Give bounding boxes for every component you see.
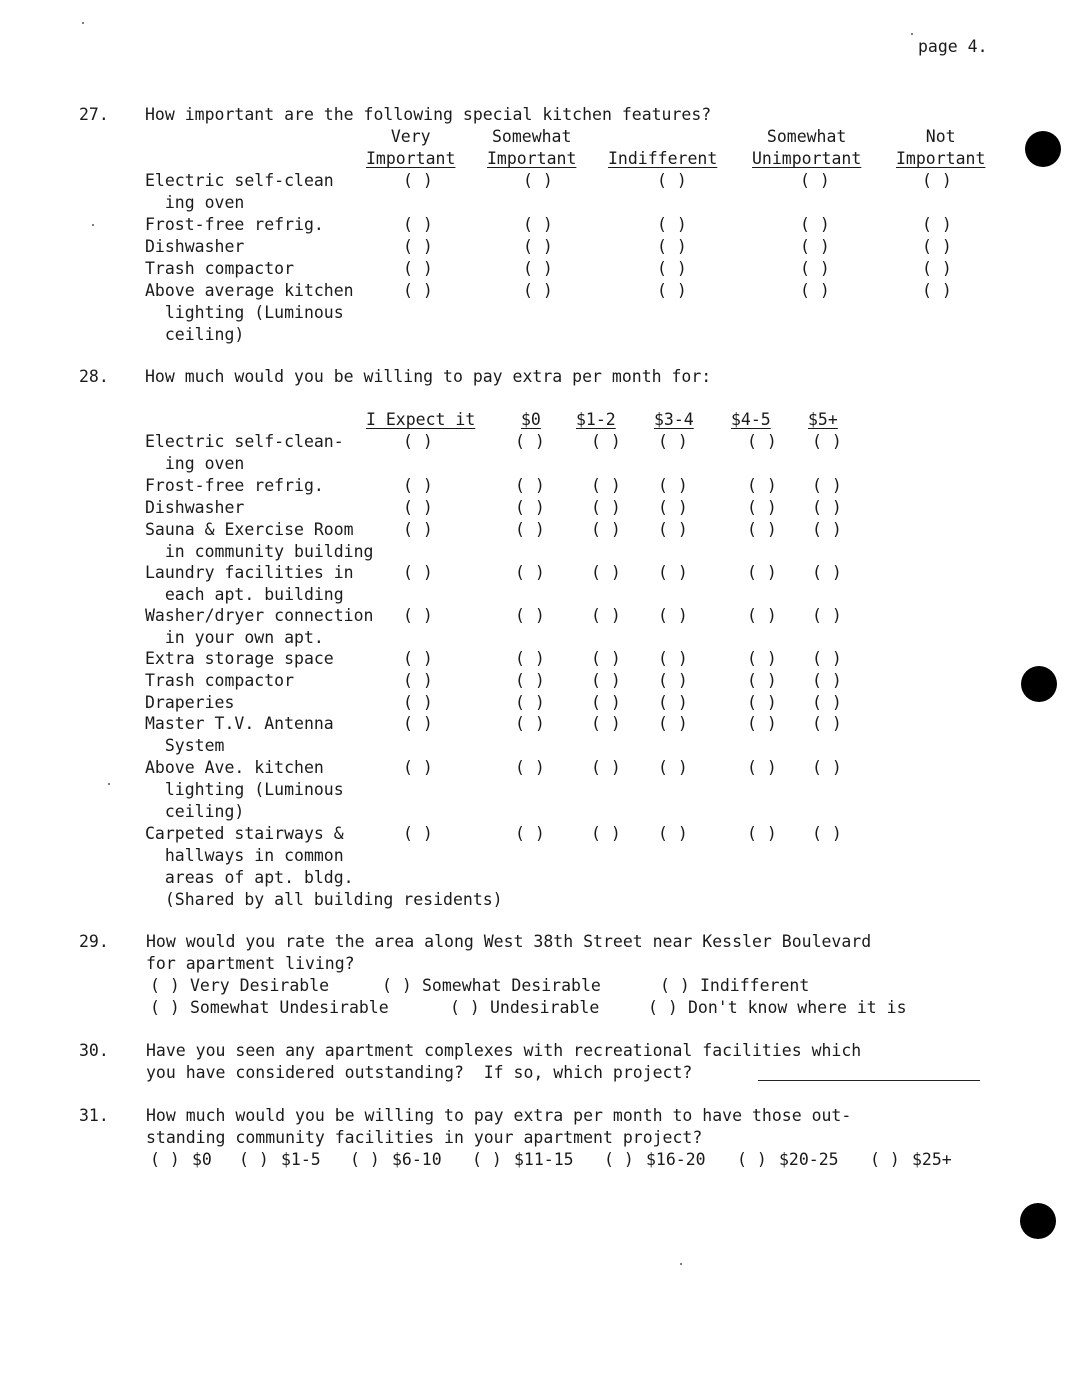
question-number: 27.: [79, 105, 109, 124]
option-label: $11-15: [514, 1150, 574, 1169]
row-label: ing oven: [145, 454, 245, 473]
option-label: $0: [192, 1150, 212, 1169]
checkbox[interactable]: ( ): [591, 824, 621, 843]
checkbox[interactable]: ( ): [515, 563, 545, 582]
column-header: $4-5: [731, 410, 771, 429]
checkbox[interactable]: ( ): [812, 714, 842, 733]
checkbox[interactable]: ( ): [591, 671, 621, 690]
checkbox[interactable]: ( ): [515, 606, 545, 625]
checkbox[interactable]: ( ): [239, 1150, 269, 1169]
checkbox[interactable]: ( ): [658, 606, 688, 625]
checkbox[interactable]: ( ): [523, 215, 553, 234]
checkbox[interactable]: ( ): [812, 498, 842, 517]
checkbox[interactable]: ( ): [922, 171, 952, 190]
question-number: 31.: [79, 1106, 109, 1125]
checkbox[interactable]: ( ): [591, 714, 621, 733]
checkbox[interactable]: ( ): [591, 606, 621, 625]
checkbox[interactable]: ( ): [800, 237, 830, 256]
checkbox[interactable]: ( ): [658, 476, 688, 495]
checkbox[interactable]: ( ): [657, 281, 687, 300]
checkbox[interactable]: ( ): [591, 758, 621, 777]
column-header-top: Somewhat: [491, 127, 572, 146]
checkbox[interactable]: ( ): [472, 1150, 502, 1169]
option-label: Undesirable: [490, 998, 600, 1017]
checkbox[interactable]: ( ): [658, 563, 688, 582]
row-label: Electric self-clean-: [145, 432, 344, 451]
checkbox[interactable]: ( ): [747, 498, 777, 517]
checkbox[interactable]: ( ): [657, 171, 687, 190]
checkbox[interactable]: ( ): [812, 606, 842, 625]
option-label: Somewhat Undesirable: [190, 998, 389, 1017]
column-header: Important: [366, 149, 456, 168]
checkbox[interactable]: ( ): [800, 215, 830, 234]
checkbox[interactable]: ( ): [403, 671, 433, 690]
row-label: Above average kitchen: [145, 281, 354, 300]
row-label: Extra storage space: [145, 649, 334, 668]
row-label: in your own apt.: [145, 628, 324, 647]
checkbox[interactable]: ( ): [150, 1150, 180, 1169]
column-header: $1-2: [576, 410, 616, 429]
checkbox[interactable]: ( ): [812, 758, 842, 777]
scan-speck: [108, 783, 110, 785]
checkbox[interactable]: ( ): [658, 758, 688, 777]
checkbox[interactable]: ( ): [403, 171, 433, 190]
checkbox[interactable]: ( ): [403, 520, 433, 539]
scan-speck: [911, 33, 913, 35]
checkbox[interactable]: ( ): [523, 237, 553, 256]
checkbox[interactable]: ( ): [591, 432, 621, 451]
row-label: Washer/dryer connection: [145, 606, 374, 625]
row-label: hallways in common: [145, 846, 344, 865]
checkbox[interactable]: ( ): [515, 671, 545, 690]
column-header: Indifferent: [608, 149, 718, 168]
checkbox[interactable]: ( ): [403, 281, 433, 300]
checkbox[interactable]: ( ): [515, 649, 545, 668]
option-label: $6-10: [392, 1150, 442, 1169]
checkbox[interactable]: ( ): [812, 520, 842, 539]
checkbox[interactable]: ( ): [800, 171, 830, 190]
checkbox[interactable]: ( ): [737, 1150, 767, 1169]
column-header: I Expect it: [366, 410, 476, 429]
checkbox[interactable]: ( ): [870, 1150, 900, 1169]
checkbox[interactable]: ( ): [515, 693, 545, 712]
checkbox[interactable]: ( ): [515, 520, 545, 539]
checkbox[interactable]: ( ): [747, 476, 777, 495]
question-number: 28.: [79, 367, 109, 386]
checkbox[interactable]: ( ): [812, 824, 842, 843]
checkbox[interactable]: ( ): [812, 432, 842, 451]
row-label: Master T.V. Antenna: [145, 714, 334, 733]
checkbox[interactable]: ( ): [403, 259, 433, 278]
checkbox[interactable]: ( ): [747, 563, 777, 582]
binder-hole-3: [1020, 1203, 1056, 1239]
option-label: $1-5: [281, 1150, 321, 1169]
checkbox[interactable]: ( ): [403, 649, 433, 668]
checkbox[interactable]: ( ): [657, 215, 687, 234]
checkbox[interactable]: ( ): [747, 824, 777, 843]
checkbox[interactable]: ( ): [591, 649, 621, 668]
row-label: Carpeted stairways &: [145, 824, 344, 843]
checkbox[interactable]: ( ): [747, 432, 777, 451]
checkbox[interactable]: ( ): [523, 281, 553, 300]
column-header: $0: [521, 410, 541, 429]
scan-speck: [680, 1263, 682, 1265]
option-label: Don't know where it is: [688, 998, 907, 1017]
checkbox[interactable]: ( ): [747, 520, 777, 539]
row-label: (Shared by all building residents): [145, 890, 503, 909]
row-label: Electric self-clean: [145, 171, 334, 190]
checkbox[interactable]: ( ): [403, 498, 433, 517]
project-answer-line[interactable]: [758, 1080, 980, 1081]
column-header-top: Very: [390, 127, 431, 146]
checkbox[interactable]: ( ): [515, 824, 545, 843]
row-label: Above Ave. kitchen: [145, 758, 324, 777]
checkbox[interactable]: ( ): [523, 259, 553, 278]
scan-speck: [82, 22, 84, 24]
option-label: Somewhat Desirable: [422, 976, 601, 995]
column-header-top: Somewhat: [766, 127, 847, 146]
checkbox[interactable]: ( ): [591, 520, 621, 539]
row-label: ceiling): [145, 802, 245, 821]
option-label: $25+: [912, 1150, 952, 1169]
checkbox[interactable]: ( ): [660, 976, 690, 995]
checkbox[interactable]: ( ): [515, 498, 545, 517]
checkbox[interactable]: ( ): [922, 237, 952, 256]
option-label: $20-25: [779, 1150, 839, 1169]
checkbox[interactable]: ( ): [382, 976, 412, 995]
checkbox[interactable]: ( ): [403, 476, 433, 495]
checkbox[interactable]: ( ): [403, 563, 433, 582]
checkbox[interactable]: ( ): [658, 671, 688, 690]
row-label: System: [145, 736, 225, 755]
row-label: ceiling): [145, 325, 245, 344]
row-label: areas of apt. bldg.: [145, 868, 354, 887]
checkbox[interactable]: ( ): [747, 649, 777, 668]
option-label: $16-20: [646, 1150, 706, 1169]
question-text: How much would you be willing to pay extra per month to have those out-: [146, 1106, 852, 1125]
question-text: How much would you be willing to pay extra per month for:: [145, 367, 712, 386]
checkbox[interactable]: ( ): [403, 237, 433, 256]
checkbox[interactable]: ( ): [747, 606, 777, 625]
checkbox[interactable]: ( ): [591, 693, 621, 712]
checkbox[interactable]: ( ): [591, 563, 621, 582]
column-header: Important: [487, 149, 577, 168]
question-text: you have considered outstanding? If so, which project?: [146, 1063, 693, 1082]
checkbox[interactable]: ( ): [922, 259, 952, 278]
checkbox[interactable]: ( ): [515, 714, 545, 733]
checkbox[interactable]: ( ): [800, 259, 830, 278]
checkbox[interactable]: ( ): [150, 998, 180, 1017]
row-label: in community building: [145, 542, 374, 561]
checkbox[interactable]: ( ): [657, 259, 687, 278]
checkbox[interactable]: ( ): [403, 215, 433, 234]
row-label: Dishwasher: [145, 237, 245, 256]
checkbox[interactable]: ( ): [150, 976, 180, 995]
checkbox[interactable]: ( ): [604, 1150, 634, 1169]
checkbox[interactable]: ( ): [658, 520, 688, 539]
checkbox[interactable]: ( ): [922, 215, 952, 234]
checkbox[interactable]: ( ): [658, 693, 688, 712]
checkbox[interactable]: ( ): [812, 476, 842, 495]
checkbox[interactable]: ( ): [812, 563, 842, 582]
question-text: How would you rate the area along West 38th Street near Kessler Boulevard: [146, 932, 872, 951]
binder-hole-1: [1025, 131, 1061, 167]
column-header: Unimportant: [752, 149, 862, 168]
checkbox[interactable]: ( ): [658, 498, 688, 517]
row-label: ing oven: [145, 193, 245, 212]
page-label: page 4.: [918, 37, 988, 56]
question-number: 29.: [79, 932, 109, 951]
checkbox[interactable]: ( ): [658, 824, 688, 843]
question-text: How important are the following special kitchen features?: [145, 105, 712, 124]
checkbox[interactable]: ( ): [515, 476, 545, 495]
checkbox[interactable]: ( ): [403, 432, 433, 451]
checkbox[interactable]: ( ): [350, 1150, 380, 1169]
checkbox[interactable]: ( ): [747, 758, 777, 777]
row-label: Frost-free refrig.: [145, 476, 324, 495]
scan-speck: [92, 224, 94, 226]
checkbox[interactable]: ( ): [403, 714, 433, 733]
row-label: Trash compactor: [145, 671, 295, 690]
checkbox[interactable]: ( ): [812, 693, 842, 712]
checkbox[interactable]: ( ): [515, 758, 545, 777]
checkbox[interactable]: ( ): [403, 758, 433, 777]
column-header: $5+: [808, 410, 838, 429]
option-label: Very Desirable: [190, 976, 330, 995]
checkbox[interactable]: ( ): [523, 171, 553, 190]
checkbox[interactable]: ( ): [658, 714, 688, 733]
column-header: $3-4: [654, 410, 694, 429]
checkbox[interactable]: ( ): [403, 693, 433, 712]
checkbox[interactable]: ( ): [403, 606, 433, 625]
row-label: lighting (Luminous: [145, 303, 344, 322]
row-label: Trash compactor: [145, 259, 295, 278]
question-text: standing community facilities in your apartment project?: [146, 1128, 703, 1147]
checkbox[interactable]: ( ): [800, 281, 830, 300]
checkbox[interactable]: ( ): [450, 998, 480, 1017]
checkbox[interactable]: ( ): [812, 671, 842, 690]
row-label: Draperies: [145, 693, 235, 712]
row-label: lighting (Luminous: [145, 780, 344, 799]
checkbox[interactable]: ( ): [747, 693, 777, 712]
row-label: Laundry facilities in: [145, 563, 354, 582]
question-text: for apartment living?: [146, 954, 355, 973]
checkbox[interactable]: ( ): [648, 998, 678, 1017]
row-label: Sauna & Exercise Room: [145, 520, 354, 539]
binder-hole-2: [1021, 666, 1057, 702]
checkbox[interactable]: ( ): [747, 714, 777, 733]
row-label: Dishwasher: [145, 498, 245, 517]
option-label: Indifferent: [700, 976, 810, 995]
checkbox[interactable]: ( ): [515, 432, 545, 451]
column-header: Important: [896, 149, 986, 168]
question-number: 30.: [79, 1041, 109, 1060]
question-text: Have you seen any apartment complexes with recreational facilities which: [146, 1041, 862, 1060]
column-header-top: Not: [925, 127, 956, 146]
row-label: each apt. building: [145, 585, 344, 604]
checkbox[interactable]: ( ): [658, 649, 688, 668]
checkbox[interactable]: ( ): [403, 824, 433, 843]
checkbox[interactable]: ( ): [747, 671, 777, 690]
checkbox[interactable]: ( ): [658, 432, 688, 451]
checkbox[interactable]: ( ): [657, 237, 687, 256]
checkbox[interactable]: ( ): [591, 476, 621, 495]
row-label: Frost-free refrig.: [145, 215, 324, 234]
checkbox[interactable]: ( ): [591, 498, 621, 517]
checkbox[interactable]: ( ): [922, 281, 952, 300]
checkbox[interactable]: ( ): [812, 649, 842, 668]
